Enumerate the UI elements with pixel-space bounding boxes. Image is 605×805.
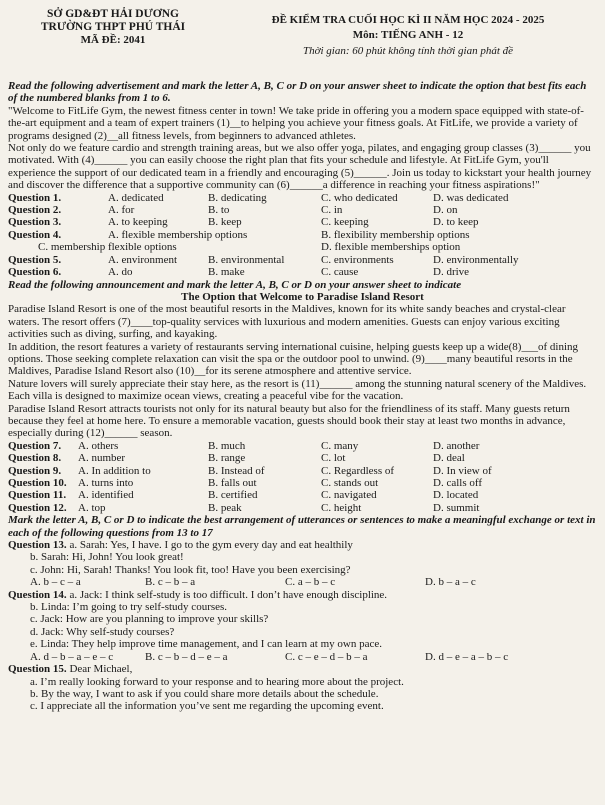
- option-a: A. In addition to: [78, 464, 151, 477]
- answer-options: [8, 576, 597, 588]
- option-a: A. do: [108, 266, 133, 279]
- option-c: C. stands out: [321, 477, 379, 489]
- option-b: B. certified: [208, 489, 258, 502]
- exam-code: MÃ ĐỀ: 2041: [80, 34, 146, 46]
- letter-line: a. I’m really looking forward to your response and to hearing more about the project.: [30, 675, 404, 688]
- option-c: C. c – e – d – b – a: [285, 650, 368, 663]
- option-d: D. was dedicated: [433, 191, 509, 204]
- question-row: [8, 254, 597, 266]
- question-13: [8, 539, 597, 551]
- section1-paragraph: "Welcome to FitLife Gym, the newest fitness center in town! We take pride in offering you a modern space equipped with state-of-the-art equipment and a team of expert trainers (1)__to helping you achieve your fitness goals. At FitLife, we provide a variety of programs designed (2)__all fitness levels, from beginners to advanced athletes.: [8, 104, 584, 142]
- question-row: [8, 440, 597, 452]
- option-d: D. located: [433, 489, 479, 502]
- question-row: [8, 266, 597, 278]
- option-b: B. peak: [208, 501, 242, 514]
- dialogue-line: a. Sarah: Yes, I have. I go to the gym every day and eat healthily: [69, 539, 353, 552]
- option-d: D. b – a – c: [425, 576, 476, 589]
- letter-line: c. I appreciate all the information you’ve sent me regarding the upcoming event.: [30, 700, 384, 713]
- dialogue-line: c. John: Hi, Sarah! Thanks! You look fit, too! Have you been exercising?: [30, 563, 351, 576]
- section2-instruction: Read the following announcement and mark the letter A, B, C or D on your answer sheet to indicate: [8, 278, 462, 291]
- option-d: D. In view of: [433, 464, 492, 477]
- question-label: Question 1.: [8, 191, 62, 204]
- option-c: C. environments: [321, 253, 394, 266]
- question-row: [8, 216, 597, 228]
- question-row: [8, 502, 597, 514]
- time-limit: Thời gian: 60 phút không tính thời gian phát đề: [302, 45, 514, 57]
- subject: Môn: TIẾNG ANH - 12: [352, 29, 464, 41]
- department: SỞ GD&ĐT HẢI DƯƠNG: [47, 8, 179, 20]
- question-label: Question 11.: [8, 489, 67, 502]
- option-a: A. top: [78, 501, 106, 514]
- question-row: [8, 241, 597, 253]
- question-label: Question 13.: [8, 539, 67, 552]
- option-b: B. much: [208, 439, 246, 452]
- option-c: C. in: [321, 204, 343, 217]
- option-d: D. flexible memberships option: [321, 241, 461, 254]
- letter-salutation: Dear Michael,: [69, 663, 133, 676]
- question-row: [8, 452, 597, 464]
- option-b: B. falls out: [208, 477, 257, 489]
- option-a: A. for: [108, 204, 135, 217]
- question-row: [8, 489, 597, 501]
- question-label: Question 7.: [8, 439, 62, 452]
- option-a: A. d – b – a – e – c: [30, 650, 114, 663]
- question-label: Question 9.: [8, 464, 62, 477]
- question-row: [8, 204, 597, 216]
- question-row: [8, 465, 597, 477]
- dialogue-line: b. Sarah: Hi, John! You look great!: [30, 551, 184, 564]
- option-d: D. summit: [433, 501, 480, 514]
- option-b: B. range: [208, 452, 246, 465]
- section1-instruction: Read the following advertisement and mark the letter A, B, C or D on your answer sheet to indicate the option that best fits each of the numbered blanks from 1 to 6.: [8, 80, 587, 105]
- question-label: Question 10.: [8, 477, 67, 489]
- option-a: A. b – c – a: [30, 576, 81, 589]
- letter-line: b. By the way, I want to ask if you could share more details about the schedule.: [30, 687, 379, 700]
- school-block: [8, 8, 218, 47]
- option-c: C. keeping: [321, 216, 369, 229]
- option-d: D. on: [433, 204, 458, 217]
- option-b: B. c – b – d – e – a: [145, 650, 228, 663]
- school-name: TRƯỜNG THPT PHÚ THÁI: [40, 21, 186, 33]
- dialogue-line: b. Linda: I’m going to try self-study courses.: [30, 601, 228, 614]
- dialogue-line: e. Linda: They help improve time management, and I can learn at my own pace.: [30, 638, 382, 651]
- question-label: Question 14.: [8, 588, 67, 601]
- title-block: [218, 14, 598, 58]
- question-row: [8, 477, 597, 489]
- option-b: B. environmental: [208, 253, 285, 266]
- question-label: Question 3.: [8, 216, 62, 229]
- option-c: C. who dedicated: [321, 191, 398, 204]
- option-c: C. membership flexible options: [38, 241, 177, 254]
- answer-options: [8, 651, 597, 663]
- section2-paragraph: Nature lovers will surely appreciate their stay here, as the resort is (11)______ among the stunning natural scenery of the Maldives. Each villa is designed to maximize ocean views, creating a peaceful vibe for the vacation.: [8, 377, 587, 403]
- question-label: Question 2.: [8, 204, 62, 217]
- option-a: A. number: [78, 452, 126, 465]
- option-b: B. c – b – a: [145, 576, 196, 589]
- section2-paragraph: Paradise Island Resort attracts tourists not only for its natural beauty but also for the friendliness of its staff. Many guests return because they feel at home here. To ensure a memorable vacation, guests should book their stay at least two months in advance, especially during (12)______ season.: [8, 402, 570, 440]
- option-c: C. a – b – c: [285, 576, 336, 589]
- question-label: Question 15.: [8, 663, 67, 676]
- option-a: A. identified: [78, 489, 134, 502]
- option-c: C. navigated: [321, 489, 377, 502]
- option-d: D. another: [433, 439, 480, 452]
- dialogue-line: d. Jack: Why self-study courses?: [30, 625, 175, 638]
- option-d: D. to keep: [433, 216, 479, 229]
- question-label: Question 12.: [8, 501, 67, 514]
- option-a: A. turns into: [78, 477, 134, 489]
- question-row: [8, 192, 597, 204]
- option-c: C. height: [321, 501, 362, 514]
- option-b: B. to: [208, 204, 230, 217]
- question-label: Question 4.: [8, 228, 62, 241]
- option-b: B. keep: [208, 216, 242, 229]
- option-c: C. cause: [321, 266, 359, 279]
- section1-paragraph: Not only do we feature cardio and strength training areas, but we also offer yoga, pilates, and engaging group classes (3)______ you motivated. With (4)______ you can easily choose the right plan that fits your schedule and lifestyle. At FitLife Gym, you'll experience the support of our dedicated team in a friendly and encouraging (5)______. Join us today to kickstart your health journey and discover the difference that a supportive community can (6)______a difference in reaching your fitness aspirations!": [8, 142, 592, 192]
- option-a: A. dedicated: [108, 191, 164, 204]
- exam-header: [8, 8, 597, 80]
- option-d: D. deal: [433, 452, 465, 465]
- option-b: B. Instead of: [208, 464, 265, 477]
- section2-title: The Option that Welcome to Paradise Island Resort: [181, 290, 424, 303]
- exam-title: ĐỀ KIỂM TRA CUỐI HỌC KÌ II NĂM HỌC 2024 - 2025: [271, 14, 545, 26]
- option-c: C. many: [321, 439, 359, 452]
- section2-paragraph: Paradise Island Resort is one of the most beautiful resorts in the Maldives, known for its white sandy beaches and crystal-clear waters. The resort offers (7)____top-quality services with luxurious and modern amenities. Guests can enjoy various exciting activities such as diving, surfing, and kayaking.: [8, 303, 566, 341]
- option-d: D. drive: [433, 266, 470, 279]
- option-a: A. to keeping: [108, 216, 168, 229]
- question-label: Question 5.: [8, 253, 62, 266]
- question-15: [8, 663, 597, 675]
- option-a: A. others: [78, 439, 119, 452]
- option-b: B. flexibility membership options: [321, 228, 470, 241]
- option-b: B. make: [208, 266, 245, 279]
- dialogue-line: a. Jack: I think self-study is too difficult. I don’t have enough discipline.: [69, 588, 388, 601]
- option-d: D. calls off: [433, 477, 482, 489]
- question-label: Question 8.: [8, 452, 62, 465]
- option-a: A. environment: [108, 253, 178, 266]
- option-b: B. dedicating: [208, 191, 267, 204]
- dialogue-line: c. Jack: How are you planning to improve your skills?: [30, 613, 269, 626]
- question-row: [8, 229, 597, 241]
- section2-paragraph: In addition, the resort features a variety of restaurants serving international cuisine, helping guests keep up a wide(8)___of dining options. Those seeking complete relaxation can visit the spa or the outdoor pool to unwind. (9)____many beautiful resorts in the Maldives, Paradise Island Resort also (10)__for its serene atmosphere and attentive service.: [8, 340, 578, 378]
- option-c: C. lot: [321, 452, 346, 465]
- option-c: C. Regardless of: [321, 464, 395, 477]
- option-d: D. d – e – a – b – c: [425, 650, 509, 663]
- section3-instruction: Mark the letter A, B, C or D to indicate the best arrangement of utterances or sentences to make a meaningful exchange or text in each of the following questions from 13 to 17: [8, 514, 596, 539]
- option-a: A. flexible membership options: [108, 228, 248, 241]
- option-d: D. environmentally: [433, 253, 519, 266]
- question-label: Question 6.: [8, 266, 62, 279]
- question-14: [8, 589, 597, 601]
